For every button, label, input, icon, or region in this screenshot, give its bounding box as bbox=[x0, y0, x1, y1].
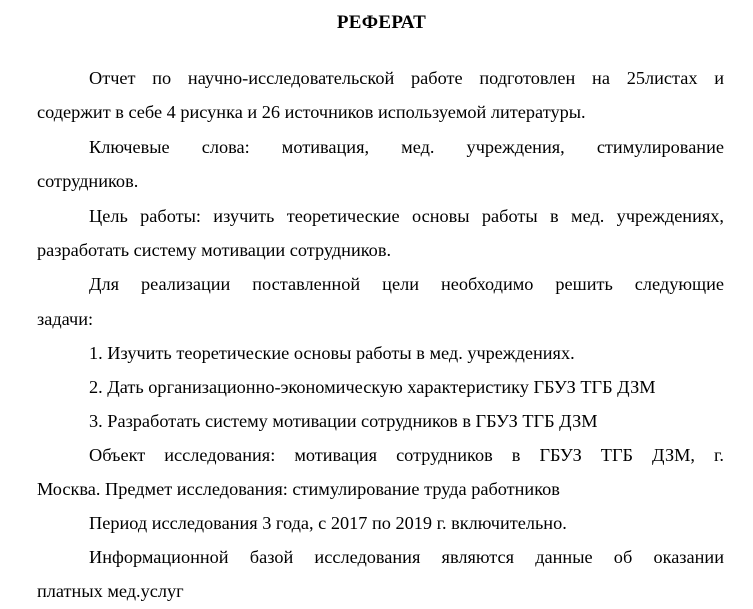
paragraph-line: содержит в себе 4 рисунка и 26 источников используемой литературы. bbox=[37, 102, 586, 122]
paragraph-line: Для реализации поставленной цели необходимо решить следующие bbox=[89, 274, 724, 294]
list-item: 1. Изучить теоретические основы работы в мед. учреждениях. bbox=[89, 343, 575, 363]
paragraph-line: сотрудников. bbox=[37, 171, 139, 191]
paragraph-line: платных мед.услуг bbox=[37, 581, 184, 601]
list-item: 3. Разработать систему мотивации сотрудников в ГБУЗ ТГБ ДЗМ bbox=[89, 411, 598, 431]
paragraph-line: задачи: bbox=[37, 309, 94, 329]
list-item: 2. Дать организационно-экономическую характеристику ГБУЗ ТГБ ДЗМ bbox=[89, 377, 656, 397]
paragraph-line: Ключевые слова: мотивация, мед. учреждения, стимулирование bbox=[89, 137, 724, 157]
paragraph-line: Объект исследования: мотивация сотрудников в ГБУЗ ТГБ ДЗМ, г. bbox=[89, 445, 724, 465]
paragraph-line: Цель работы: изучить теоретические основы работы в мед. учреждениях, bbox=[89, 206, 724, 226]
paragraph-line: разработать систему мотивации сотрудников. bbox=[37, 240, 392, 260]
paragraph-line: Период исследования 3 года, с 2017 по 2019 г. включительно. bbox=[89, 513, 567, 533]
paragraph-line: Информационной базой исследования являются данные об оказании bbox=[89, 547, 724, 567]
paragraph-line: Отчет по научно-исследовательской работе подготовлен на 25листах и bbox=[89, 68, 724, 88]
paragraph-line: Москва. Предмет исследования: стимулирование труда работников bbox=[37, 479, 560, 499]
document-title: РЕФЕРАТ bbox=[336, 12, 427, 33]
